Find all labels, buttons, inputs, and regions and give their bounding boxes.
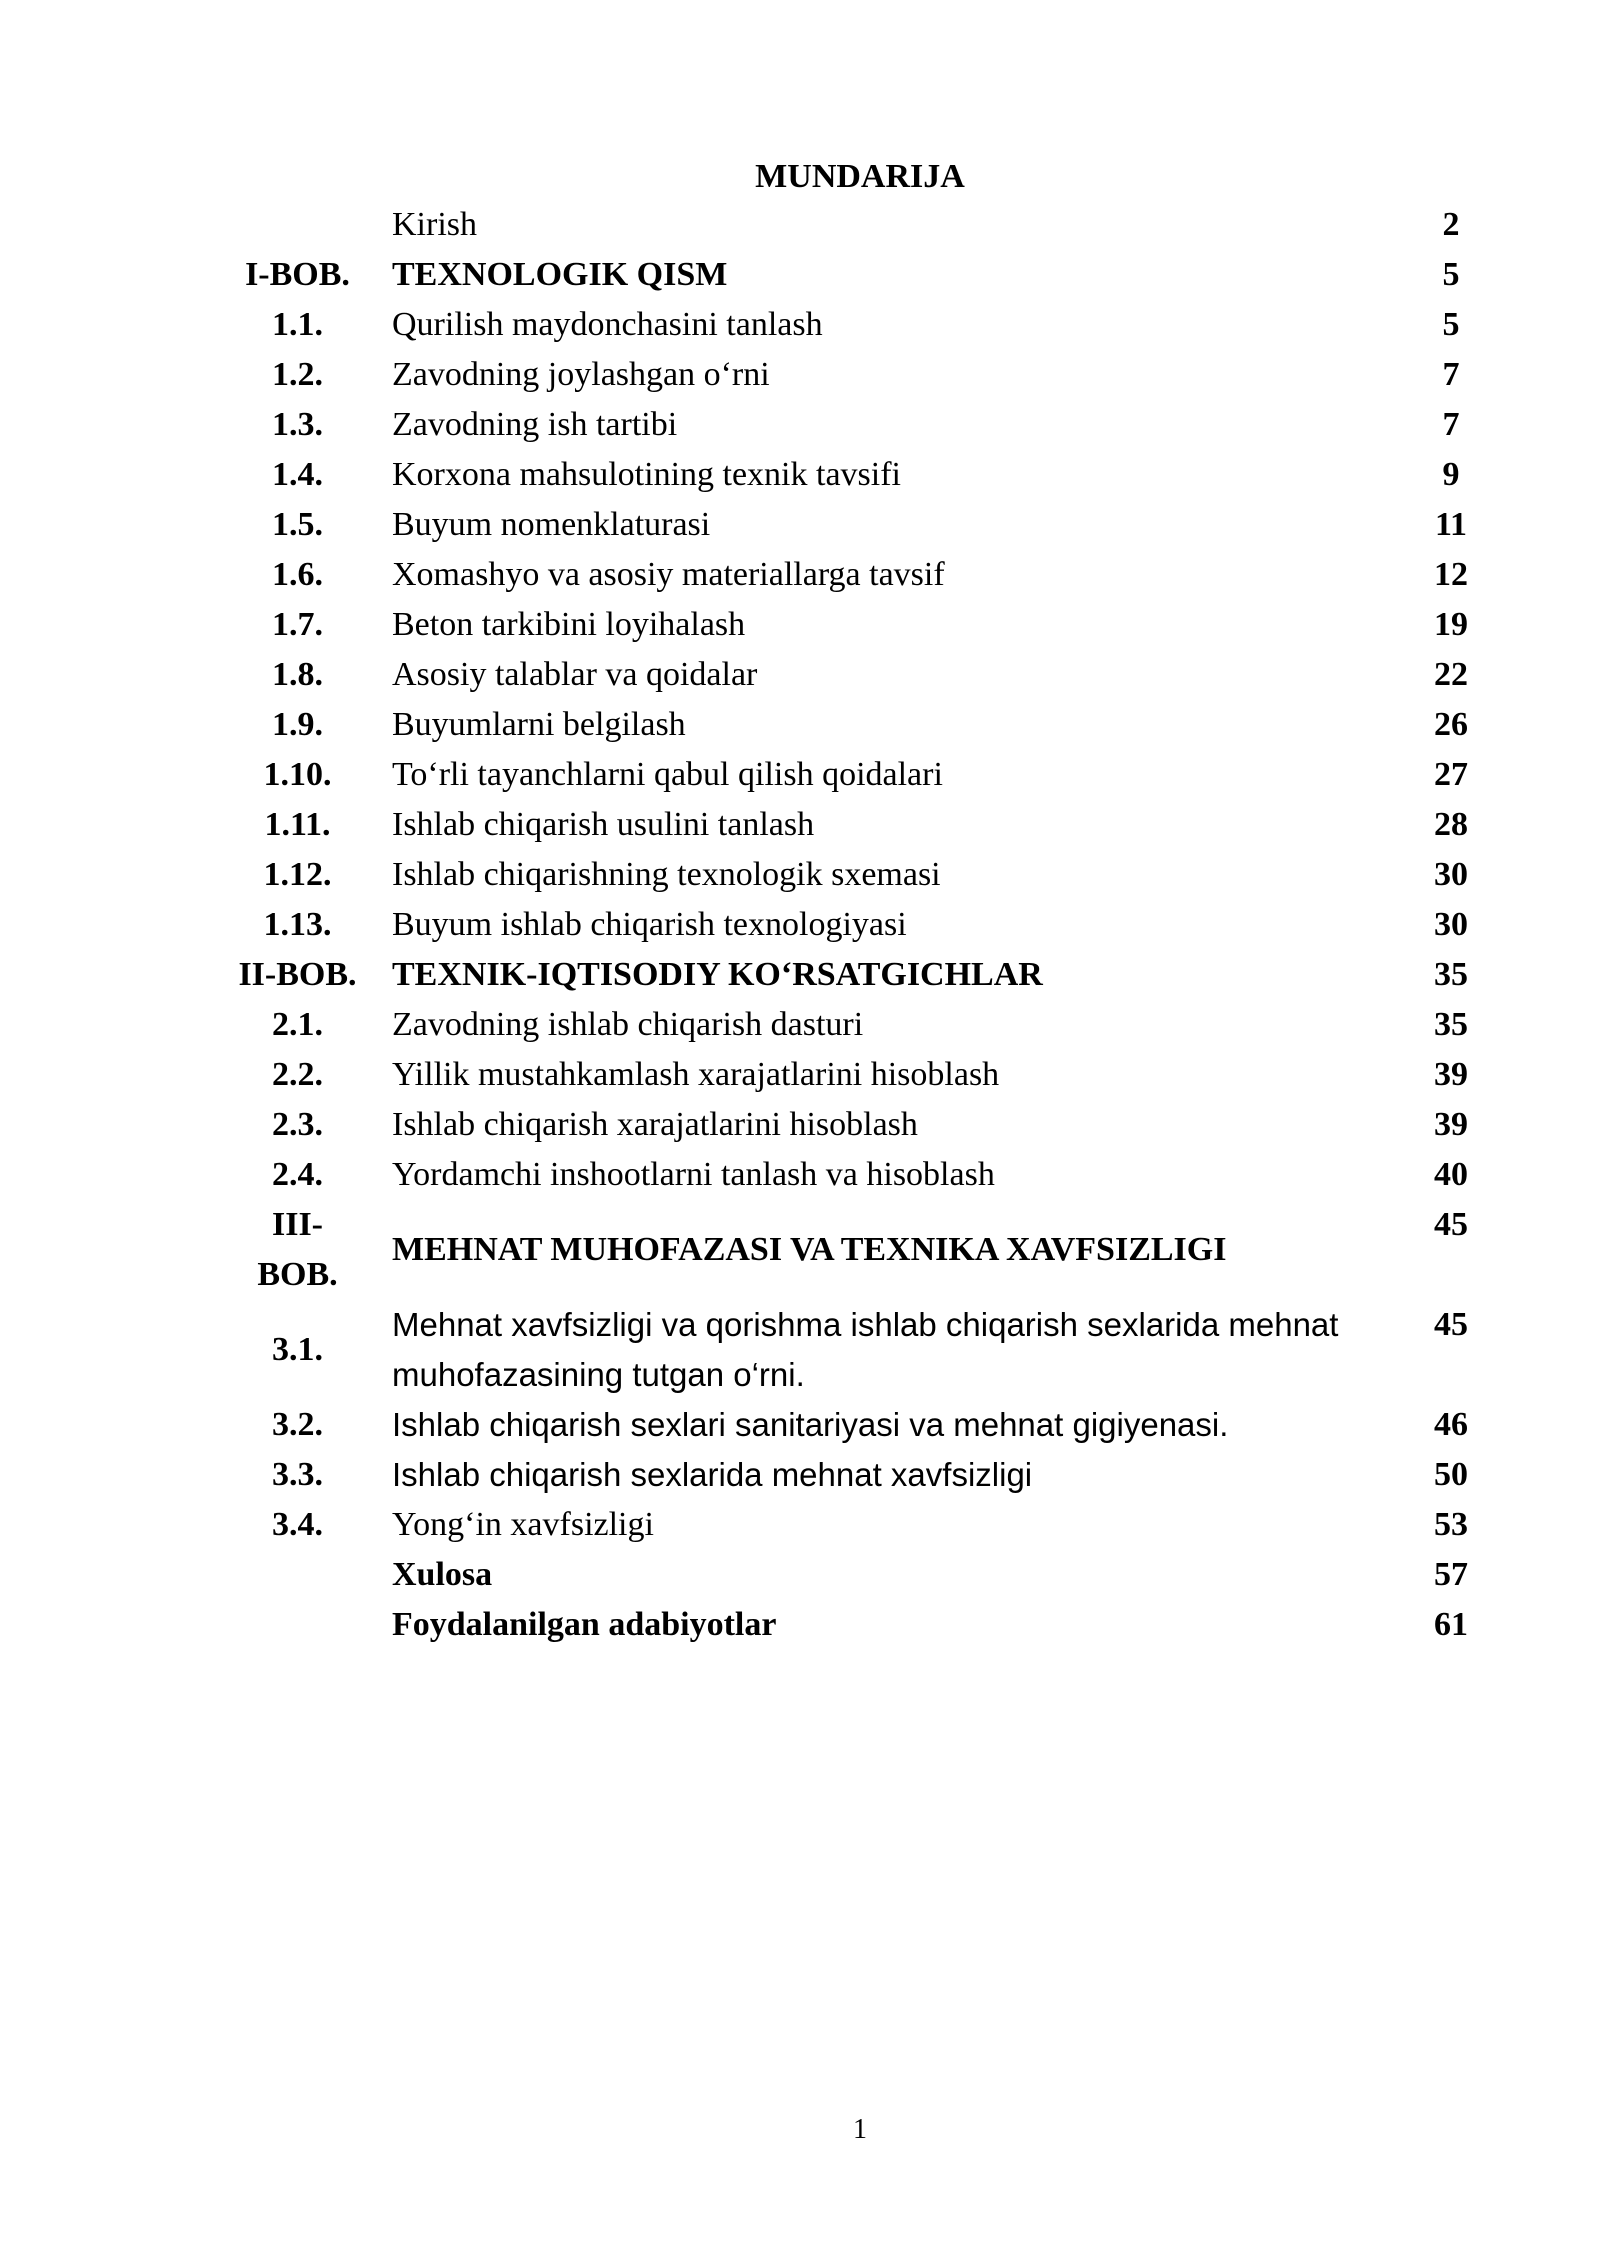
toc-title: Zavodning ish tartibi bbox=[392, 406, 678, 443]
toc-row bbox=[225, 950, 1485, 1000]
toc-row bbox=[225, 1400, 1485, 1450]
toc-number: 2.4. bbox=[272, 1156, 323, 1193]
toc-title: Ishlab chiqarishning texnologik sxemasi bbox=[392, 856, 941, 893]
toc-row bbox=[225, 550, 1485, 600]
toc-row bbox=[225, 1450, 1485, 1500]
toc-number bbox=[225, 1200, 370, 1300]
toc-number: 1.12. bbox=[263, 856, 332, 893]
toc-number-line: III- bbox=[271, 1206, 324, 1243]
toc-number-line: BOB. bbox=[257, 1256, 338, 1293]
toc-page-number: 30 bbox=[1434, 906, 1468, 943]
toc-number: 2.3. bbox=[272, 1106, 323, 1143]
toc-title: Foydalanilgan adabiyotlar bbox=[392, 1606, 777, 1643]
toc-row bbox=[225, 1000, 1485, 1050]
toc-page-number: 53 bbox=[1434, 1506, 1468, 1543]
toc-title: MEHNAT MUHOFAZASI VA TEXNIKA XAVFSIZLIGI bbox=[392, 1231, 1227, 1268]
toc-title-line: muhofazasining tutgan o‘rni. bbox=[392, 1356, 805, 1393]
toc-row bbox=[225, 500, 1485, 550]
toc-page-number: 40 bbox=[1434, 1156, 1468, 1193]
toc-page-number: 7 bbox=[1442, 406, 1460, 443]
toc-row bbox=[225, 250, 1485, 300]
toc-row bbox=[225, 1500, 1485, 1550]
toc-number: 2.2. bbox=[272, 1056, 323, 1093]
toc-title: Kirish bbox=[392, 206, 477, 243]
toc-title: Xulosa bbox=[392, 1556, 493, 1593]
toc-page-number: 39 bbox=[1434, 1106, 1468, 1143]
toc-title: To‘rli tayanchlarni qabul qilish qoidalari bbox=[392, 756, 943, 793]
toc-title: Ishlab chiqarish usulini tanlash bbox=[392, 806, 815, 843]
toc-page-number: 46 bbox=[1434, 1406, 1468, 1443]
toc-row bbox=[225, 1200, 1485, 1300]
toc-page-number: 27 bbox=[1434, 756, 1468, 793]
toc-number: 1.9. bbox=[272, 706, 323, 743]
toc-page-number: 2 bbox=[1442, 206, 1460, 243]
toc-title: Xomashyo va asosiy materiallarga tavsif bbox=[392, 556, 945, 593]
page-title: MUNDARIJA bbox=[755, 158, 965, 195]
toc-title: Qurilish maydonchasini tanlash bbox=[392, 306, 823, 343]
toc-page-number: 22 bbox=[1434, 656, 1468, 693]
toc-page-number: 45 bbox=[1434, 1306, 1468, 1343]
toc-row bbox=[225, 1300, 1485, 1400]
toc-page-number: 7 bbox=[1442, 356, 1460, 393]
toc-row bbox=[225, 1100, 1485, 1150]
toc-title: Ishlab chiqarish sexlarida mehnat xavfsizligi bbox=[392, 1456, 1033, 1493]
toc-number: 1.7. bbox=[272, 606, 323, 643]
toc-page-number: 50 bbox=[1434, 1456, 1468, 1493]
toc-row bbox=[225, 1150, 1485, 1200]
toc-number: 1.8. bbox=[272, 656, 323, 693]
toc-page-number: 35 bbox=[1434, 956, 1468, 993]
toc-number: 1.10. bbox=[263, 756, 332, 793]
toc-row bbox=[225, 800, 1485, 850]
toc-row bbox=[225, 1550, 1485, 1600]
table-of-contents bbox=[225, 200, 1485, 1650]
toc-number: 1.2. bbox=[272, 356, 323, 393]
toc-page-number: 57 bbox=[1434, 1556, 1468, 1593]
toc-title: Buyumlarni belgilash bbox=[392, 706, 686, 743]
toc-row bbox=[225, 350, 1485, 400]
page-number: 1 bbox=[853, 2114, 867, 2145]
toc-page-number: 45 bbox=[1434, 1206, 1468, 1243]
toc-page-number: 61 bbox=[1434, 1606, 1468, 1643]
toc-row bbox=[225, 900, 1485, 950]
toc-row bbox=[225, 1050, 1485, 1100]
toc-title: Buyum nomenklaturasi bbox=[392, 506, 711, 543]
toc-title: Korxona mahsulotining texnik tavsifi bbox=[392, 456, 901, 493]
toc-number: 1.1. bbox=[272, 306, 323, 343]
toc-number: 1.4. bbox=[272, 456, 323, 493]
toc-page-number: 35 bbox=[1434, 1006, 1468, 1043]
toc-page-number: 39 bbox=[1434, 1056, 1468, 1093]
toc-number: 3.4. bbox=[272, 1506, 323, 1543]
toc-number: 1.5. bbox=[272, 506, 323, 543]
toc-page-number: 9 bbox=[1442, 456, 1460, 493]
toc-row bbox=[225, 600, 1485, 650]
toc-title: TEXNOLOGIK QISM bbox=[392, 256, 728, 293]
toc-page-number: 12 bbox=[1434, 556, 1468, 593]
toc-title-line: Mehnat xavfsizligi va qorishma ishlab chiqarish sexlarida mehnat bbox=[392, 1306, 1339, 1343]
toc-row bbox=[225, 850, 1485, 900]
toc-title bbox=[370, 1300, 1417, 1400]
toc-row bbox=[225, 650, 1485, 700]
toc-page-number: 26 bbox=[1434, 706, 1468, 743]
toc-number: 3.1. bbox=[272, 1331, 323, 1368]
toc-title: Ishlab chiqarish xarajatlarini hisoblash bbox=[392, 1106, 918, 1143]
toc-page-number: 19 bbox=[1434, 606, 1468, 643]
toc-title: Buyum ishlab chiqarish texnologiyasi bbox=[392, 906, 907, 943]
toc-number: 1.3. bbox=[272, 406, 323, 443]
toc-title: Zavodning joylashgan o‘rni bbox=[392, 356, 770, 393]
toc-number: I-BOB. bbox=[245, 256, 350, 293]
toc-title: Yordamchi inshootlarni tanlash va hisoblash bbox=[392, 1156, 995, 1193]
toc-number: 1.11. bbox=[264, 806, 331, 843]
toc-page-number: 11 bbox=[1434, 506, 1468, 543]
toc-page-number: 5 bbox=[1442, 306, 1460, 343]
toc-title: Yong‘in xavfsizligi bbox=[392, 1506, 654, 1543]
toc-title: Beton tarkibini loyihalash bbox=[392, 606, 746, 643]
toc-number: II-BOB. bbox=[238, 956, 357, 993]
toc-title: Yillik mustahkamlash xarajatlarini hisoblash bbox=[392, 1056, 1000, 1093]
toc-row bbox=[225, 700, 1485, 750]
toc-row bbox=[225, 450, 1485, 500]
toc-row bbox=[225, 200, 1485, 250]
toc-row bbox=[225, 1600, 1485, 1650]
toc-number: 3.3. bbox=[272, 1456, 323, 1493]
toc-row bbox=[225, 750, 1485, 800]
toc-page-number: 30 bbox=[1434, 856, 1468, 893]
toc-page-number: 28 bbox=[1434, 806, 1468, 843]
toc-row bbox=[225, 300, 1485, 350]
toc-title: Ishlab chiqarish sexlari sanitariyasi va mehnat gigiyenasi. bbox=[392, 1406, 1229, 1443]
toc-number: 1.13. bbox=[263, 906, 332, 943]
toc-number: 2.1. bbox=[272, 1006, 323, 1043]
toc-title: Zavodning ishlab chiqarish dasturi bbox=[392, 1006, 864, 1043]
toc-page-number: 5 bbox=[1442, 256, 1460, 293]
toc-number: 1.6. bbox=[272, 556, 323, 593]
toc-title: Asosiy talablar va qoidalar bbox=[392, 656, 758, 693]
toc-row bbox=[225, 400, 1485, 450]
toc-number: 3.2. bbox=[272, 1406, 323, 1443]
toc-title: TEXNIK-IQTISODIY KO‘RSATGICHLAR bbox=[392, 956, 1043, 993]
